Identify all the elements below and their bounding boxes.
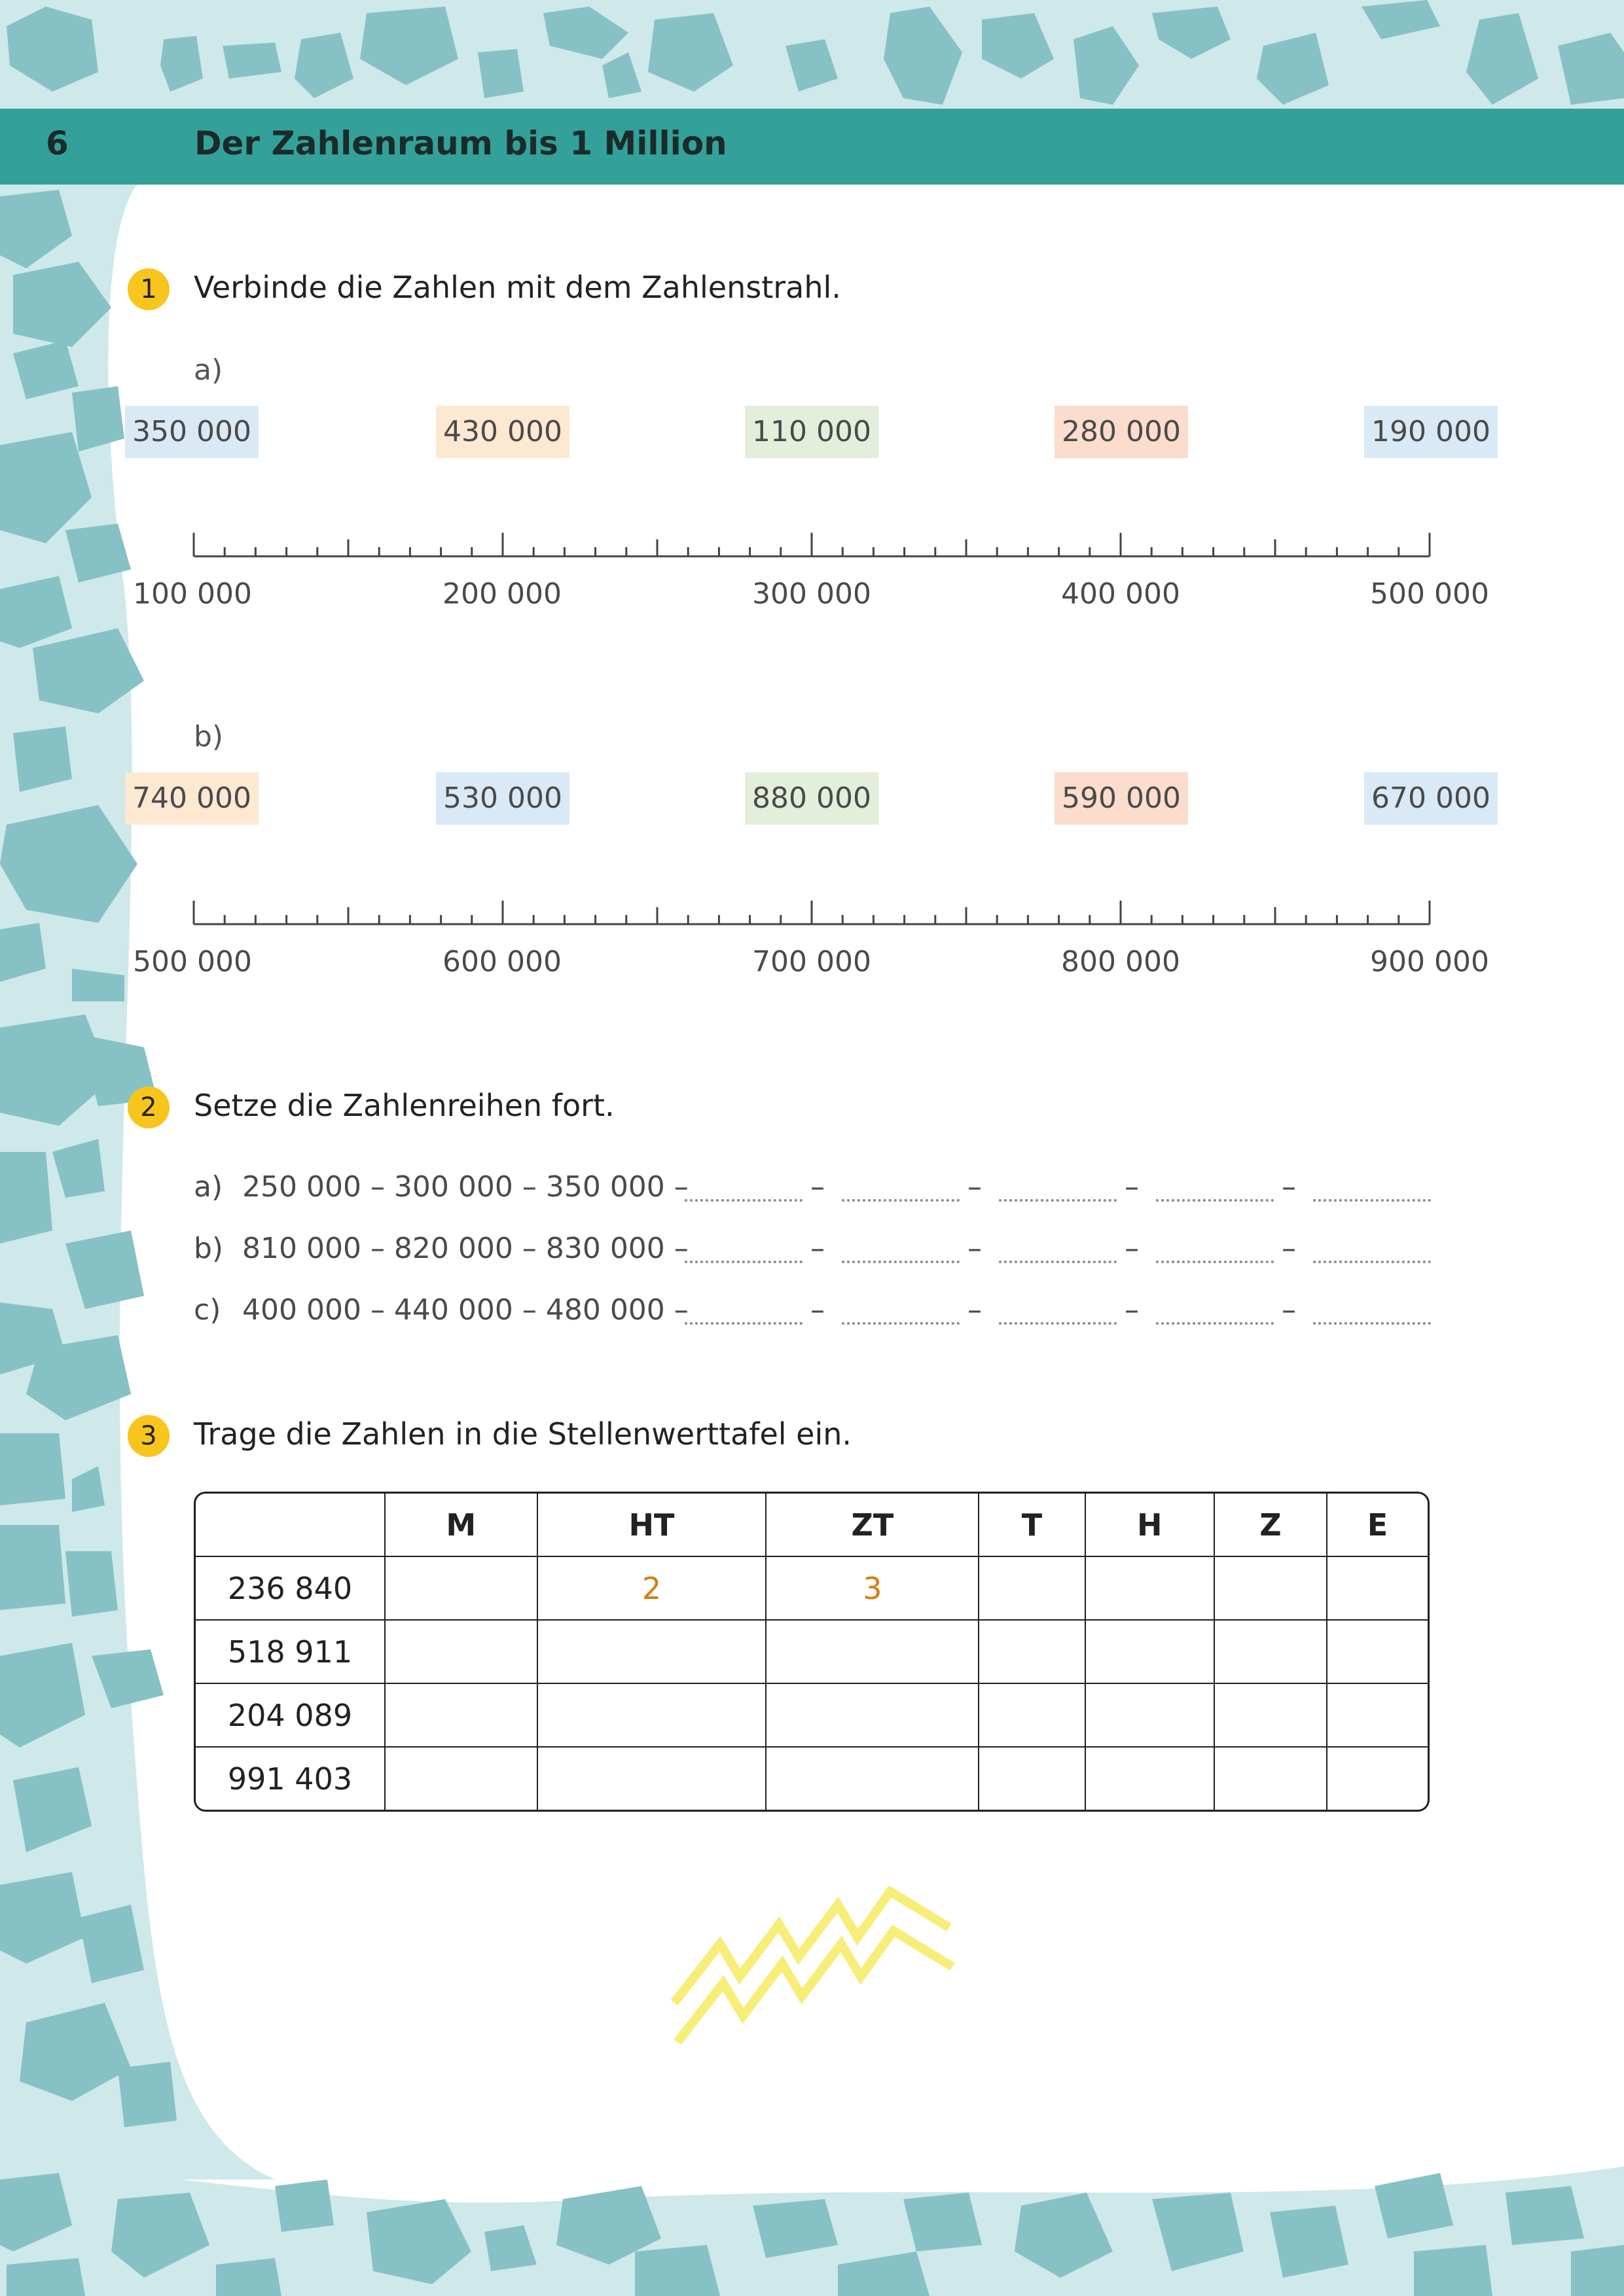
table-row [196, 1557, 1428, 1621]
separator: – [1282, 1232, 1296, 1265]
separator: – [967, 1232, 982, 1265]
number-sequence: 250 000 – 300 000 – 350 000 – [242, 1170, 689, 1204]
table-cell[interactable] [1086, 1684, 1215, 1748]
table-cell[interactable] [1215, 1621, 1327, 1684]
table-cell[interactable] [1327, 1684, 1428, 1748]
separator: – [1125, 1293, 1139, 1327]
table-cell[interactable] [386, 1748, 538, 1810]
number-chip[interactable]: 740 000 [125, 772, 259, 825]
table-cell[interactable] [979, 1557, 1086, 1621]
separator: – [1282, 1293, 1296, 1327]
separator: – [967, 1293, 982, 1327]
column-header: HT [538, 1494, 767, 1557]
table-cell[interactable] [538, 1621, 767, 1684]
place-value-table [194, 1492, 1430, 1812]
task-1-instruction: Verbinde die Zahlen mit dem Zahlenstrahl. [194, 270, 841, 305]
table-cell[interactable] [1327, 1557, 1428, 1621]
separator: – [967, 1170, 982, 1204]
table-cell[interactable] [1327, 1748, 1428, 1810]
row-number: 518 911 [196, 1621, 386, 1684]
table-cell[interactable] [538, 1748, 767, 1810]
separator: – [1125, 1170, 1139, 1204]
table-cell[interactable] [1215, 1684, 1327, 1748]
number-chip[interactable]: 590 000 [1055, 772, 1188, 825]
tick-label: 300 000 [752, 577, 871, 611]
number-sequence: 400 000 – 440 000 – 480 000 – [242, 1293, 689, 1327]
number-chip[interactable]: 430 000 [436, 406, 569, 458]
tick-label: 700 000 [752, 945, 871, 978]
tick-label: 400 000 [1061, 577, 1180, 611]
table-header-row [196, 1494, 1428, 1557]
answer-blank[interactable] [1313, 1322, 1431, 1325]
page-number: 6 [46, 124, 69, 162]
row-label: a) [194, 1170, 223, 1204]
task-1-badge: 1 [128, 268, 170, 310]
column-header: H [1086, 1494, 1215, 1557]
table-cell[interactable]: 3 [767, 1557, 979, 1621]
table-cell[interactable] [1086, 1621, 1215, 1684]
answer-blank[interactable] [999, 1199, 1117, 1202]
table-row [196, 1748, 1428, 1810]
column-header: T [979, 1494, 1086, 1557]
table-row [196, 1684, 1428, 1748]
answer-blank[interactable] [1156, 1261, 1274, 1263]
table-cell[interactable] [979, 1748, 1086, 1810]
number-chip[interactable]: 110 000 [745, 406, 878, 458]
table-row [196, 1621, 1428, 1684]
table-cell[interactable] [386, 1557, 538, 1621]
tick-label: 800 000 [1061, 945, 1180, 978]
task-2-instruction: Setze die Zahlenreihen fort. [194, 1088, 615, 1123]
row-label: b) [194, 1232, 224, 1265]
number-line-ticks [194, 901, 1430, 924]
number-line-a[interactable] [183, 530, 1440, 563]
answer-blank[interactable] [1313, 1261, 1431, 1263]
answer-blank[interactable] [842, 1322, 960, 1325]
tick-label: 200 000 [442, 577, 562, 611]
number-chip[interactable]: 880 000 [745, 772, 878, 825]
answer-blank[interactable] [842, 1261, 960, 1263]
answer-blank[interactable] [999, 1322, 1117, 1325]
answer-blank[interactable] [842, 1199, 960, 1202]
number-sequence: 810 000 – 820 000 – 830 000 – [242, 1232, 689, 1265]
table-cell[interactable]: 2 [538, 1557, 767, 1621]
table-cell[interactable] [1215, 1748, 1327, 1810]
number-line-b[interactable] [183, 898, 1440, 931]
separator: – [810, 1232, 825, 1265]
task-3-instruction: Trage die Zahlen in die Stellenwerttafel ein. [194, 1416, 852, 1452]
tick-label: 600 000 [442, 945, 562, 978]
number-chip[interactable]: 280 000 [1055, 406, 1188, 458]
task-1b-label: b) [194, 720, 224, 753]
table-cell[interactable] [767, 1684, 979, 1748]
table-cell[interactable] [386, 1621, 538, 1684]
table-corner-cell [196, 1494, 386, 1557]
answer-blank[interactable] [685, 1199, 803, 1202]
table-cell[interactable] [538, 1684, 767, 1748]
separator: – [810, 1170, 825, 1204]
table-cell[interactable] [767, 1748, 979, 1810]
row-number: 204 089 [196, 1684, 386, 1748]
column-header: M [386, 1494, 538, 1557]
tick-label: 900 000 [1370, 945, 1489, 978]
number-line-ticks [194, 533, 1430, 556]
tick-label: 100 000 [133, 577, 252, 611]
task-1a-label: a) [194, 353, 223, 387]
table-cell[interactable] [1086, 1557, 1215, 1621]
number-chip[interactable]: 190 000 [1364, 406, 1498, 458]
separator: – [1125, 1232, 1139, 1265]
separator: – [810, 1293, 825, 1327]
answer-blank[interactable] [1313, 1199, 1431, 1202]
row-number: 991 403 [196, 1748, 386, 1810]
task-3-badge: 3 [128, 1415, 170, 1457]
separator: – [1282, 1170, 1296, 1204]
table-cell[interactable] [1215, 1557, 1327, 1621]
row-number: 236 840 [196, 1557, 386, 1621]
table-cell[interactable] [386, 1684, 538, 1748]
column-header: E [1327, 1494, 1428, 1557]
page-title: Der Zahlenraum bis 1 Million [194, 124, 727, 162]
column-header: Z [1215, 1494, 1327, 1557]
answer-blank[interactable] [999, 1261, 1117, 1263]
tick-label: 500 000 [1370, 577, 1489, 611]
table-cell[interactable] [767, 1621, 979, 1684]
number-chip[interactable]: 350 000 [125, 406, 259, 458]
task-2-badge: 2 [128, 1086, 170, 1128]
table-cell[interactable] [1327, 1621, 1428, 1684]
number-chip[interactable]: 530 000 [436, 772, 569, 825]
table-cell[interactable] [1086, 1748, 1215, 1810]
answer-blank[interactable] [1156, 1199, 1274, 1202]
tick-label: 500 000 [133, 945, 252, 978]
table-cell[interactable] [979, 1684, 1086, 1748]
answer-blank[interactable] [685, 1322, 803, 1325]
column-header: ZT [767, 1494, 979, 1557]
answer-blank[interactable] [1156, 1322, 1274, 1325]
row-label: c) [194, 1293, 221, 1327]
table-cell[interactable] [979, 1621, 1086, 1684]
number-chip[interactable]: 670 000 [1364, 772, 1498, 825]
answer-blank[interactable] [685, 1261, 803, 1263]
